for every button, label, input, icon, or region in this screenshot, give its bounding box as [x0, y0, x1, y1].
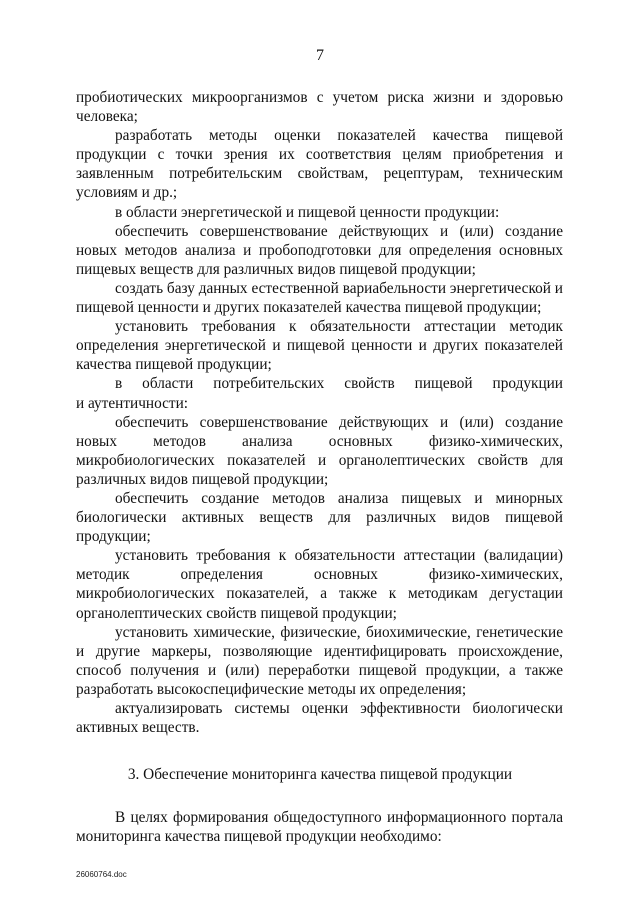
paragraph: В целях формирования общедоступного информационного портала мониторинга качества пищевой продукции необходимо: [76, 809, 563, 846]
paragraph: пробиотических микроорганизмов с учетом риска жизни и здоровью человека; [76, 89, 563, 126]
paragraph: установить химические, физические, биохимические, генетические и другие маркеры, позволяющие идентифицировать происхождение, способ получения и (или) переработки пищевой продукции, а также разработать высокоспецифические методы их определения; [76, 623, 563, 698]
paragraph: актуализировать системы оценки эффективности биологически активных веществ. [76, 700, 563, 737]
paragraph: установить требования к обязательности аттестации (валидации) методик определения основных физико-химических, микробиологических показателей, а также к методикам дегустации органолептических свойств пищевой продукции; [76, 547, 563, 622]
page-number: 7 [316, 47, 324, 64]
paragraph: и аутентичности: [76, 394, 189, 412]
paragraph: обеспечить совершенствование действующих и (или) создание новых методов анализа и пробоподготовки для определения основных пищевых веществ для различных видов пищевой продукции; [76, 222, 563, 278]
footer-filename: 26060764.doc [76, 870, 127, 879]
document-body [76, 88, 563, 737]
document-body-continued [76, 808, 563, 847]
paragraph: обеспечить создание методов анализа пищевых и минорных биологически активных веществ для различных видов пищевой продукции; [76, 489, 563, 546]
paragraph: разработать методы оценки показателей качества пищевой продукции с точки зрения их соответствия целям приобретения и заявленным потребительским свойствам, рецептурам, техническим условиям и др.; [76, 127, 563, 202]
paragraph: обеспечить совершенствование действующих и (или) создание новых методов анализа основных физико-химических, микробиологических показателей и органолептических свойств для различных видов пищевой продукции; [76, 413, 563, 488]
paragraph: установить требования к обязательности аттестации методик определения энергетической и пищевой ценности и других показателей качества пищевой продукции; [76, 318, 563, 374]
section-heading: 3. Обеспечение мониторинга качества пищевой продукции [127, 766, 513, 783]
paragraph: в области потребительских свойств пищевой продукции [115, 375, 563, 393]
paragraph: в области энергетической и пищевой ценности продукции: [115, 203, 500, 221]
paragraph: создать базу данных естественной вариабельности энергетической и пищевой ценности и других показателей качества пищевой продукции; [76, 279, 563, 317]
